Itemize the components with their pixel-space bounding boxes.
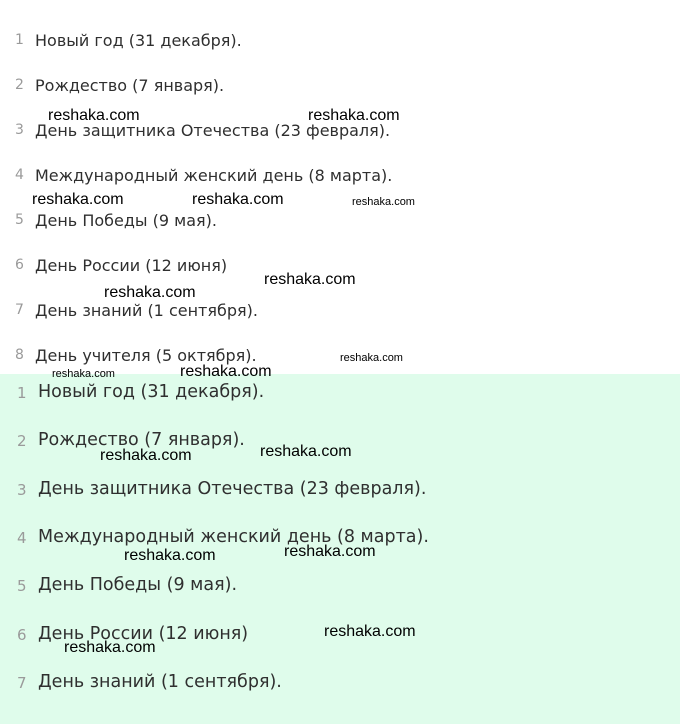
item-text: Новый год (31 декабря). — [38, 382, 265, 402]
item-text: Рождество (7 января). — [35, 76, 225, 95]
watermark-text: reshaka.com — [260, 443, 352, 460]
item-text: Международный женский день (8 марта). — [35, 166, 393, 185]
watermark-text: reshaka.com — [340, 352, 403, 364]
watermark-text: reshaka.com — [180, 363, 272, 380]
watermark-text: reshaka.com — [124, 547, 216, 564]
item-text: Новый год (31 декабря). — [35, 31, 242, 50]
item-number: 3 — [17, 481, 27, 499]
item-text: Международный женский день (8 марта). — [38, 527, 429, 547]
item-text: День России (12 июня) — [38, 624, 249, 644]
item-number: 5 — [17, 577, 27, 595]
item-number: 6 — [17, 626, 27, 644]
item-number: 6 — [15, 257, 24, 273]
item-number: 2 — [15, 77, 24, 93]
watermark-text: reshaka.com — [48, 107, 140, 124]
item-number: 4 — [17, 529, 27, 547]
item-number: 4 — [15, 167, 24, 183]
watermark-text: reshaka.com — [264, 271, 356, 288]
watermark-text: reshaka.com — [100, 447, 192, 464]
item-number: 1 — [15, 32, 24, 48]
item-text: Рождество (7 января). — [38, 430, 245, 450]
item-text: День знаний (1 сентября). — [35, 301, 258, 320]
item-text: День защитника Отечества (23 февраля). — [38, 479, 427, 499]
watermark-text: reshaka.com — [324, 623, 416, 640]
watermark-text: reshaka.com — [192, 191, 284, 208]
item-text: День учителя (5 октября). — [35, 346, 257, 365]
item-text: День России (12 июня) — [35, 256, 228, 275]
watermark-text: reshaka.com — [52, 368, 115, 380]
item-number: 7 — [17, 674, 27, 692]
item-text: День Победы (9 мая). — [35, 211, 217, 230]
watermark-text: reshaka.com — [284, 543, 376, 560]
watermark-text: reshaka.com — [104, 284, 196, 301]
item-number: 3 — [15, 122, 24, 138]
item-number: 8 — [15, 347, 24, 363]
item-text: День защитника Отечества (23 февраля). — [35, 121, 391, 140]
item-number: 5 — [15, 212, 24, 228]
item-number: 2 — [17, 432, 27, 450]
item-number: 1 — [17, 384, 27, 402]
watermark-text: reshaka.com — [352, 196, 415, 208]
item-text: День знаний (1 сентября). — [38, 672, 282, 692]
item-number: 7 — [15, 302, 24, 318]
watermark-text: reshaka.com — [32, 191, 124, 208]
watermark-text: reshaka.com — [64, 639, 156, 656]
item-text: День Победы (9 мая). — [38, 575, 238, 595]
watermark-text: reshaka.com — [308, 107, 400, 124]
